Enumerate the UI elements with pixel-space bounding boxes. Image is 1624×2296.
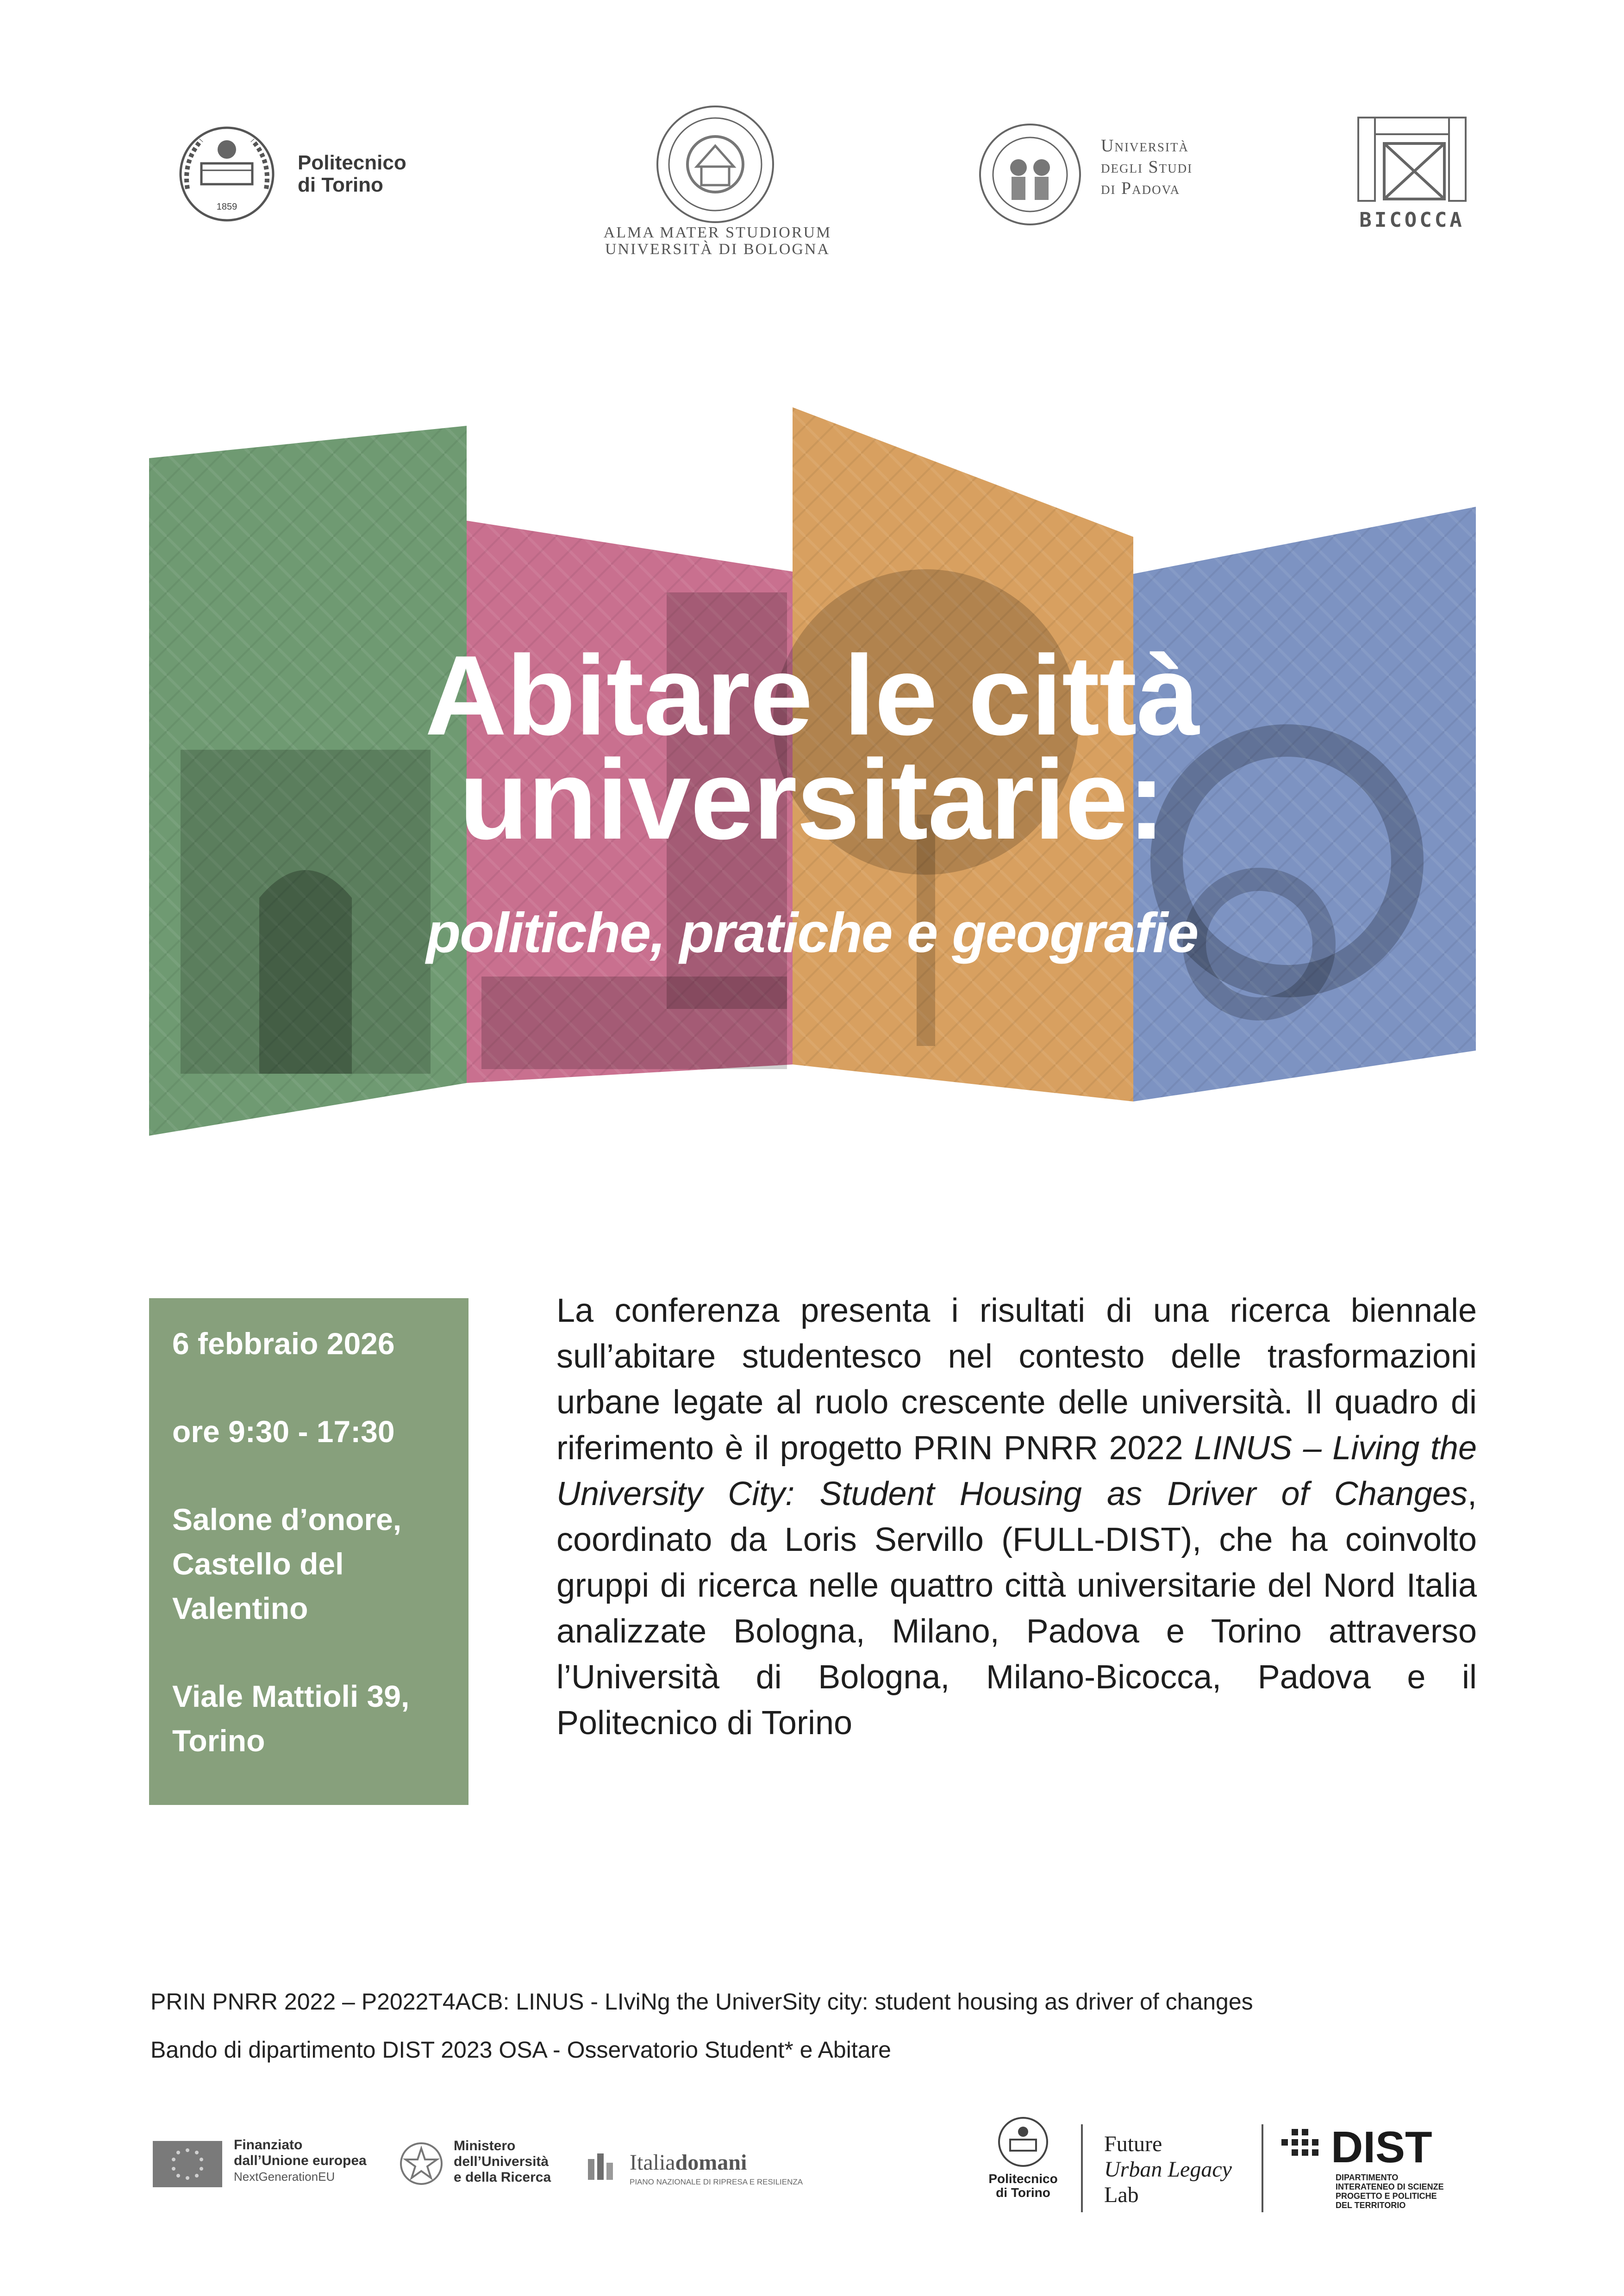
- italiadomani-tagline: PIANO NAZIONALE DI RIPRESA E RESILIENZA: [630, 2178, 803, 2186]
- logo-bicocca: [1356, 116, 1468, 236]
- logo-dist: [1278, 2124, 1444, 2212]
- footer-polito-line1: Politecnico: [988, 2172, 1058, 2186]
- eu-line2: dall’Unione europea: [234, 2153, 367, 2168]
- logo-polito: [174, 119, 433, 230]
- dist-mark-icon: [1278, 2129, 1329, 2166]
- event-address-line1: Viale Mattioli 39,: [172, 1679, 410, 1713]
- description-part1: La conferenza presenta i risultati di una ricerca biennale sull’abitare studentesco nel contesto delle trasformazioni urbane legate al ruolo crescente delle università. Il quadro di riferimento è il progetto PRIN PNRR 2022: [556, 1292, 1477, 1467]
- logo-padova: [977, 121, 1218, 232]
- event-address-line2: Torino: [172, 1724, 265, 1758]
- logo-italiadomani: [588, 2150, 838, 2191]
- padova-line2: degli Studi: [1101, 157, 1193, 177]
- ministero-line3: e della Ricerca: [454, 2170, 551, 2185]
- bologna-seal-icon: [653, 102, 778, 227]
- italiadomani-brand-b: domani: [675, 2150, 747, 2175]
- event-date: 6 febbraio 2026: [172, 1326, 395, 1361]
- reference-line1: PRIN PNRR 2022 – P2022T4ACB: LINUS - LIviNg the UniverSity city: student housing as driver of changes: [150, 1989, 1253, 2015]
- dist-desc4: DEL TERRITORIO: [1336, 2201, 1406, 2210]
- event-description: [556, 1288, 1477, 1746]
- bologna-line1: ALMA MATER STUDIORUM: [603, 224, 832, 241]
- hero-subtitle: politiche, pratiche e geografie: [426, 901, 1198, 964]
- italiadomani-mark-icon: [588, 2150, 625, 2182]
- full-line2: Urban Legacy: [1104, 2157, 1232, 2182]
- svg-text:1859: 1859: [216, 202, 237, 212]
- polito-name-line1: Politecnico: [298, 151, 406, 174]
- divider-2: [1262, 2124, 1263, 2212]
- reference-line2: Bando di dipartimento DIST 2023 OSA - Osservatorio Student* e Abitare: [150, 2037, 891, 2063]
- footer-polito-line2: di Torino: [996, 2185, 1050, 2200]
- hero-title-line2: universitarie:: [459, 736, 1165, 863]
- dist-desc1: DIPARTIMENTO: [1336, 2173, 1399, 2182]
- footer-logo-polito: [977, 2114, 1069, 2211]
- eu-line1: Finanziato: [234, 2137, 303, 2153]
- ministero-line2: dell’Università: [454, 2154, 549, 2169]
- event-time: ore 9:30 - 17:30: [172, 1414, 395, 1449]
- bicocca-name: BICOCCA: [1359, 208, 1465, 232]
- bicocca-mark-icon: [1356, 116, 1468, 208]
- divider-1: [1081, 2124, 1083, 2212]
- polito-seal-icon: [174, 119, 280, 230]
- padova-line1: Università: [1101, 136, 1189, 156]
- logo-bologna: [588, 102, 847, 259]
- dist-desc2: INTERATENEO DI SCIENZE: [1336, 2182, 1444, 2191]
- logo-full: [1104, 2131, 1257, 2210]
- italiadomani-brand-a: Italia: [630, 2150, 675, 2175]
- eu-flag-icon: [153, 2141, 222, 2187]
- event-venue-line2: Castello del: [172, 1547, 344, 1581]
- event-info-box: [149, 1298, 468, 1805]
- padova-line3: di Padova: [1101, 179, 1181, 198]
- hero-title-line1: Abitare le città: [425, 632, 1199, 759]
- event-venue-line1: Salone d’onore,: [172, 1502, 402, 1537]
- event-venue-line3: Valentino: [172, 1591, 308, 1625]
- padova-seal-icon: [977, 121, 1083, 228]
- dist-name: DIST: [1331, 2122, 1432, 2172]
- ministero-emblem-icon: [398, 2138, 444, 2189]
- ministero-line1: Ministero: [454, 2138, 516, 2153]
- bologna-line2: UNIVERSITÀ DI BOLOGNA: [605, 241, 831, 258]
- eu-line3: NextGenerationEU: [234, 2170, 335, 2184]
- dist-desc3: PROGETTO E POLITICHE: [1336, 2191, 1437, 2201]
- logo-ministero: [398, 2134, 574, 2194]
- footer-polito-seal-icon: [995, 2114, 1051, 2170]
- logo-eu: [153, 2137, 394, 2193]
- description-part2: , coordinato da Loris Servillo (FULL-DIST), che ha coinvolto gruppi di ricerca nelle quattro città universitarie del Nord Italia analizzate Bologna, Milano, Padova e Torino attraverso l’Università di Bologna, Milano-Bicocca, Padova e il Politecnico di Torino: [556, 1475, 1477, 1742]
- full-line1: Future: [1104, 2132, 1162, 2156]
- full-line3: Lab: [1104, 2183, 1139, 2207]
- description-project-title: LINUS – Living the University City: Student Housing as Driver of Changes: [556, 1430, 1477, 1512]
- polito-name-line2: di Torino: [298, 174, 383, 196]
